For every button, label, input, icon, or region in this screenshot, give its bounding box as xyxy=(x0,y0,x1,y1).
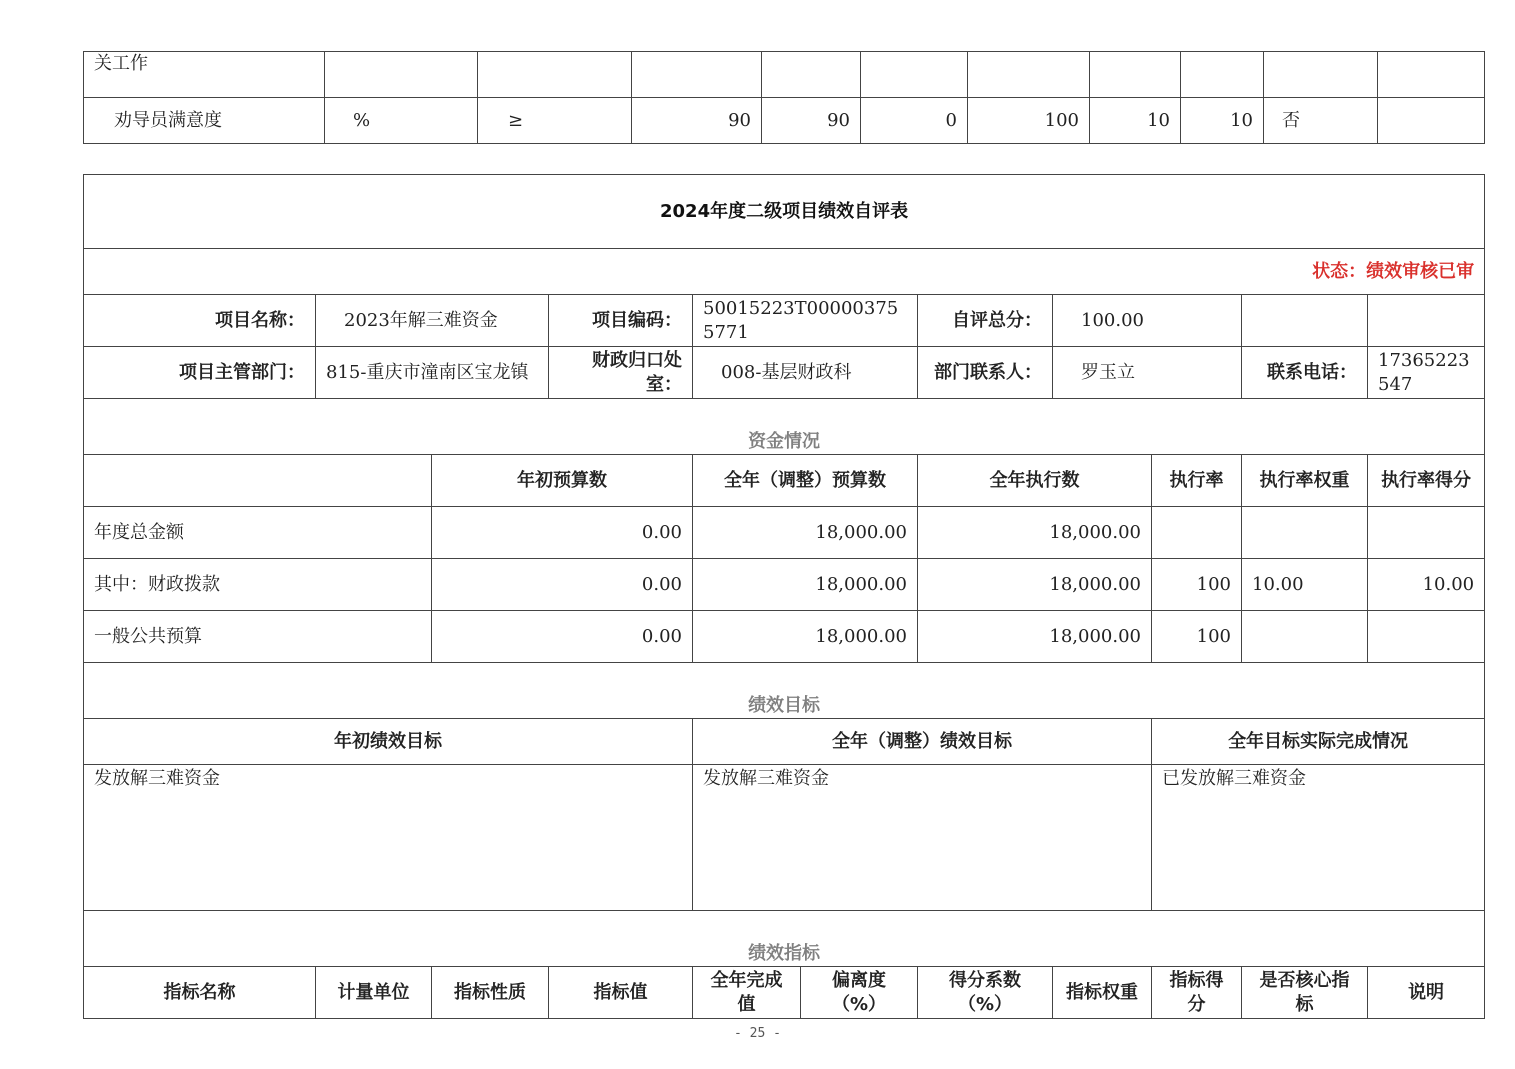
indicator-coefficient: 100 xyxy=(968,98,1090,144)
goals-header-actual: 全年目标实际完成情况 xyxy=(1152,719,1485,765)
department-value: 815-重庆市潼南区宝龙镇 xyxy=(316,347,549,399)
indicators-section-title: 绩效指标 xyxy=(84,911,1485,967)
indicator-nature: ≥ xyxy=(478,98,632,144)
table-row xyxy=(84,559,1485,611)
table-row xyxy=(84,611,1485,663)
funds-weight xyxy=(1242,507,1368,559)
funds-score xyxy=(1368,507,1485,559)
funds-row-name: 一般公共预算 xyxy=(84,611,432,663)
project-code-label: 项目编码： xyxy=(549,295,693,347)
info-row xyxy=(84,295,1485,347)
goals-header-row xyxy=(84,719,1485,765)
info-row xyxy=(84,347,1485,399)
goal-initial-value: 发放解三难资金 xyxy=(84,765,693,911)
ind-header-unit: 计量单位 xyxy=(316,967,432,1019)
indicator-deviation: 0 xyxy=(861,98,968,144)
goal-adjusted-value: 发放解三难资金 xyxy=(693,765,1152,911)
status-badge: 状态：绩效审核已审 xyxy=(84,249,1485,295)
evaluation-form-table xyxy=(83,174,1485,1019)
funds-executed: 18,000.00 xyxy=(918,507,1152,559)
indicator-note xyxy=(1378,98,1485,144)
indicator-weight: 10 xyxy=(1090,98,1181,144)
contact-label: 部门联系人： xyxy=(918,347,1053,399)
funds-rate xyxy=(1152,507,1242,559)
funds-rate: 100 xyxy=(1152,611,1242,663)
indicator-name: 劝导员满意度 xyxy=(84,98,325,144)
ind-header-core: 是否核心指标 xyxy=(1242,967,1368,1019)
department-label: 项目主管部门： xyxy=(84,347,316,399)
phone-value: 17365223547 xyxy=(1368,347,1485,399)
project-code-value: 50015223T000003755771 xyxy=(693,295,918,347)
funds-initial: 0.00 xyxy=(432,507,693,559)
funds-header-initial: 年初预算数 xyxy=(432,455,693,507)
previous-indicator-table xyxy=(83,51,1485,144)
ind-header-nature: 指标性质 xyxy=(432,967,549,1019)
goals-header-adjusted: 全年（调整）绩效目标 xyxy=(693,719,1152,765)
indicator-score: 10 xyxy=(1181,98,1264,144)
finance-office-label: 财政归口处室： xyxy=(549,347,693,399)
goal-actual-value: 已发放解三难资金 xyxy=(1152,765,1485,911)
contact-value: 罗玉立 xyxy=(1053,347,1242,399)
funds-header-adjusted: 全年（调整）预算数 xyxy=(693,455,918,507)
indicators-header-row xyxy=(84,967,1485,1019)
funds-initial: 0.00 xyxy=(432,559,693,611)
phone-label: 联系电话： xyxy=(1242,347,1368,399)
funds-header-row xyxy=(84,455,1485,507)
ind-header-coefficient: 得分系数（%） xyxy=(918,967,1053,1019)
funds-executed: 18,000.00 xyxy=(918,611,1152,663)
total-score-value: 100.00 xyxy=(1053,295,1242,347)
goals-row xyxy=(84,765,1485,911)
funds-header-blank xyxy=(84,455,432,507)
project-name-value: 2023年解三难资金 xyxy=(316,295,549,347)
funds-weight: 10.00 xyxy=(1242,559,1368,611)
goals-section-title: 绩效目标 xyxy=(84,663,1485,719)
funds-weight xyxy=(1242,611,1368,663)
indicator-target: 90 xyxy=(632,98,762,144)
funds-header-executed: 全年执行数 xyxy=(918,455,1152,507)
funds-initial: 0.00 xyxy=(432,611,693,663)
table-row xyxy=(84,507,1485,559)
indicator-name: 关工作 xyxy=(84,52,325,98)
ind-header-actual: 全年完成值 xyxy=(693,967,801,1019)
ind-header-score: 指标得分 xyxy=(1152,967,1242,1019)
form-title: 2024年度二级项目绩效自评表 xyxy=(84,175,1485,249)
funds-row-name: 其中：财政拨款 xyxy=(84,559,432,611)
ind-header-name: 指标名称 xyxy=(84,967,316,1019)
indicator-unit: % xyxy=(325,98,478,144)
funds-adjusted: 18,000.00 xyxy=(693,611,918,663)
funds-rate: 100 xyxy=(1152,559,1242,611)
table-row xyxy=(84,98,1485,144)
page-number: - 25 - xyxy=(734,1026,781,1041)
indicator-core: 否 xyxy=(1264,98,1378,144)
project-name-label: 项目名称： xyxy=(84,295,316,347)
funds-header-rate: 执行率 xyxy=(1152,455,1242,507)
funds-header-weight: 执行率权重 xyxy=(1242,455,1368,507)
ind-header-weight: 指标权重 xyxy=(1053,967,1152,1019)
funds-adjusted: 18,000.00 xyxy=(693,559,918,611)
funds-executed: 18,000.00 xyxy=(918,559,1152,611)
funds-score: 10.00 xyxy=(1368,559,1485,611)
finance-office-value: 008-基层财政科 xyxy=(693,347,918,399)
funds-section-title: 资金情况 xyxy=(84,399,1485,455)
funds-score xyxy=(1368,611,1485,663)
table-row xyxy=(84,52,1485,98)
ind-header-deviation: 偏离度（%） xyxy=(801,967,918,1019)
total-score-label: 自评总分： xyxy=(918,295,1053,347)
ind-header-target: 指标值 xyxy=(549,967,693,1019)
indicator-actual: 90 xyxy=(762,98,861,144)
funds-adjusted: 18,000.00 xyxy=(693,507,918,559)
funds-row-name: 年度总金额 xyxy=(84,507,432,559)
goals-header-initial: 年初绩效目标 xyxy=(84,719,693,765)
ind-header-note: 说明 xyxy=(1368,967,1485,1019)
funds-header-score: 执行率得分 xyxy=(1368,455,1485,507)
